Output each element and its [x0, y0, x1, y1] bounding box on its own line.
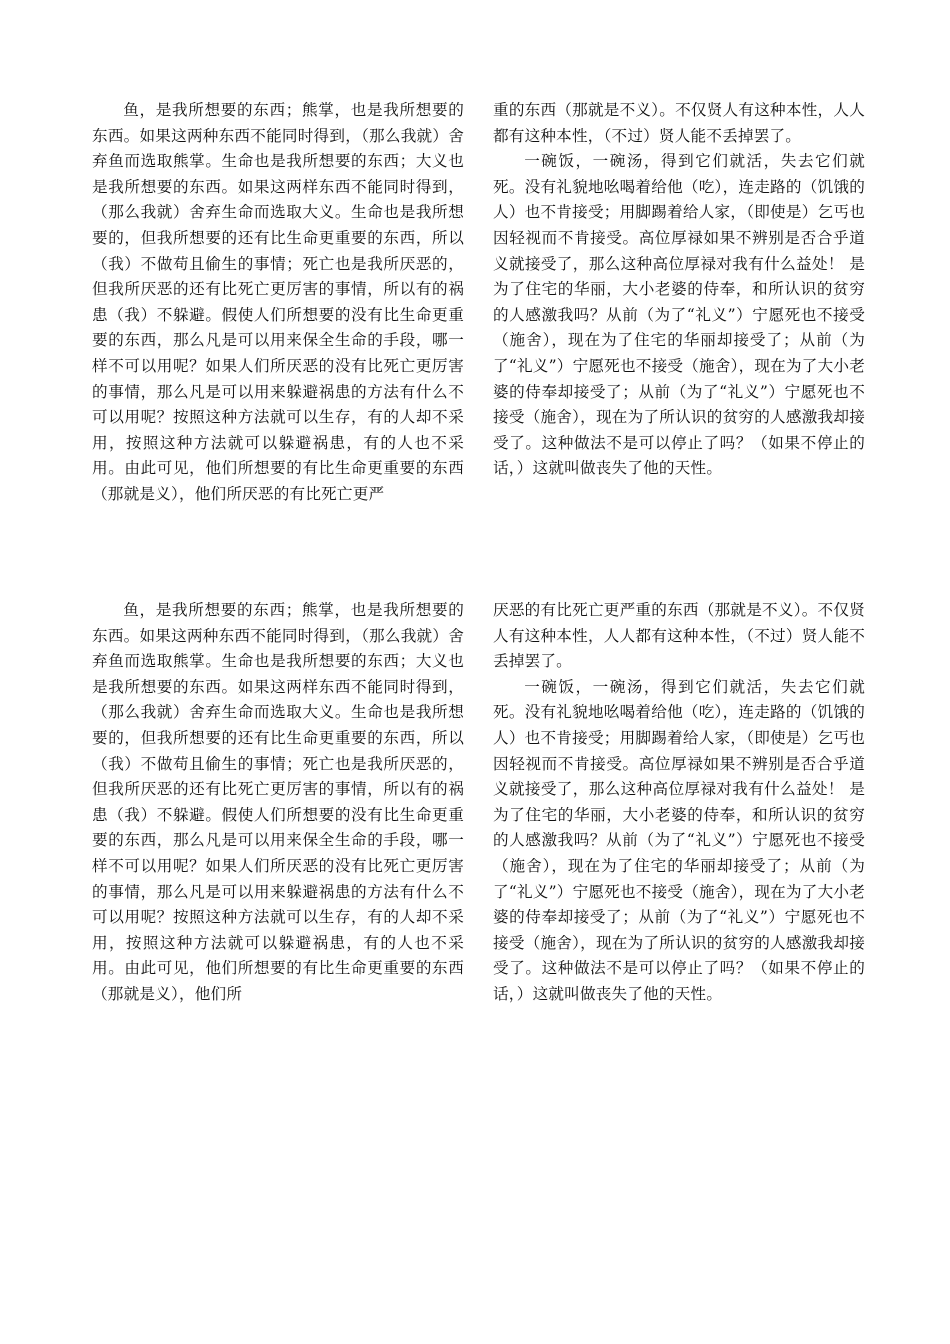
left-column	[92, 98, 464, 508]
left-column	[92, 598, 464, 1008]
paragraph: 鱼，是我所想要的东西；熊掌，也是我所想要的东西。如果这两种东西不能同时得到，（那么我就）舍弃鱼而选取熊掌。生命也是我所想要的东西；大义也是我所想要的东西。如果这两样东西不能同时得到，（那么我就）舍弃生命而选取大义。生命也是我所想要的，但我所想要的还有比生命更重要的东西，所以（我）不做苟且偷生的事情；死亡也是我所厌恶的，但我所厌恶的还有比死亡更厉害的事情，所以有的祸患（我）不躲避。假使人们所想要的没有比生命更重要的东西，那么凡是可以用来保全生命的手段，哪一样不可以用呢？如果人们所厌恶的没有比死亡更厉害的事情，那么凡是可以用来躲避祸患的方法有什么不可以用呢？按照这种方法就可以生存，有的人却不采用，按照这种方法就可以躲避祸患，有的人也不采用。由此可见，他们所想要的有比生命更重要的东西（那就是义），他们所厌恶的有比死亡更严	[92, 101, 464, 503]
right-column	[493, 98, 865, 482]
paragraph: 一碗饭，一碗汤，得到它们就活，失去它们就死。没有礼貌地吆喝着给他（吃），连走路的（饥饿的人）也不肯接受；用脚踢着给人家，（即使是）乞丐也因轻视而不肯接受。高位厚禄如果不辨别是否合乎道义就接受了，那么这种高位厚禄对我有什么益处！ 是为了住宅的华丽，大小老婆的侍奉，和所认识的贫穷的人感激我吗？从前（为了“礼义”）宁愿死也不接受（施舍），现在为了住宅的华丽却接受了；从前（为了“礼义”）宁愿死也不接受（施舍），现在为了大小老婆的侍奉却接受了；从前（为了“礼义”）宁愿死也不接受（施舍），现在为了所认识的贫穷的人感激我却接受了。这种做法不是可以停止了吗？（如果不停止的话，）这就叫做丧失了他的天性。	[493, 677, 865, 1003]
paragraph-continuation: 厌恶的有比死亡更严重的东西（那就是不义）。不仅贤人有这种本性，人人都有这种本性，（不过）贤人能不丢掉罢了。	[493, 601, 865, 671]
paragraph: 鱼，是我所想要的东西；熊掌，也是我所想要的东西。如果这两种东西不能同时得到，（那么我就）舍弃鱼而选取熊掌。生命也是我所想要的东西；大义也是我所想要的东西。如果这两样东西不能同时得到，（那么我就）舍弃生命而选取大义。生命也是我所想要的，但我所想要的还有比生命更重要的东西，所以（我）不做苟且偷生的事情；死亡也是我所厌恶的，但我所厌恶的还有比死亡更厉害的事情，所以有的祸患（我）不躲避。假使人们所想要的没有比生命更重要的东西，那么凡是可以用来保全生命的手段，哪一样不可以用呢？如果人们所厌恶的没有比死亡更厉害的事情，那么凡是可以用来躲避祸患的方法有什么不可以用呢？按照这种方法就可以生存，有的人却不采用，按照这种方法就可以躲避祸患，有的人也不采用。由此可见，他们所想要的有比生命更重要的东西（那就是义），他们所	[92, 601, 464, 1003]
paragraph: 一碗饭，一碗汤，得到它们就活，失去它们就死。没有礼貌地吆喝着给他（吃），连走路的（饥饿的人）也不肯接受；用脚踢着给人家，（即使是）乞丐也因轻视而不肯接受。高位厚禄如果不辨别是否合乎道义就接受了，那么这种高位厚禄对我有什么益处！ 是为了住宅的华丽，大小老婆的侍奉，和所认识的贫穷的人感激我吗？从前（为了“礼义”）宁愿死也不接受（施舍），现在为了住宅的华丽却接受了；从前（为了“礼义”）宁愿死也不接受（施舍），现在为了大小老婆的侍奉却接受了；从前（为了“礼义”）宁愿死也不接受（施舍），现在为了所认识的贫穷的人感激我却接受了。这种做法不是可以停止了吗？（如果不停止的话，）这就叫做丧失了他的天性。	[493, 152, 865, 478]
paragraph-continuation: 重的东西（那就是不义）。不仅贤人有这种本性，人人都有这种本性，（不过）贤人能不丢掉罢了。	[493, 101, 865, 145]
right-column	[493, 598, 865, 1008]
